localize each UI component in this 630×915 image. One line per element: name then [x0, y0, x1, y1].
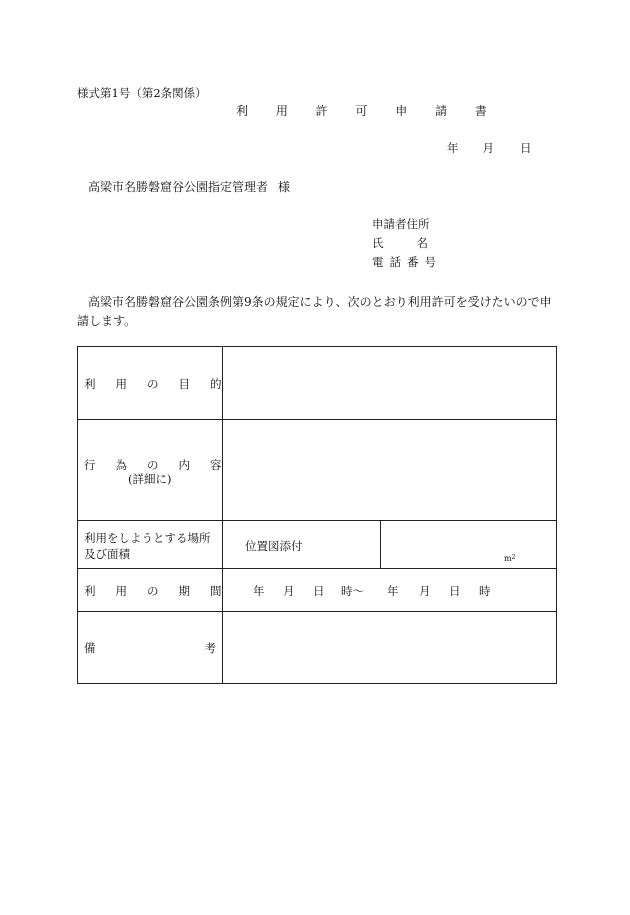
- period-from-month: 月: [283, 584, 295, 598]
- activity-field[interactable]: [228, 427, 548, 515]
- period-field[interactable]: [253, 583, 491, 599]
- table-row-divider: [78, 568, 556, 569]
- date-month-label: 月: [482, 141, 494, 155]
- period-to-hour: 時: [479, 584, 491, 598]
- place-label-line1: 利用をしようとする場所: [84, 531, 211, 545]
- table-row-divider: [78, 520, 556, 521]
- addressee: [88, 178, 290, 195]
- body-text: 高梁市名勝磐窟谷公園条例第9条の規定により、次のとおり利用許可を受けたいので申請します。: [77, 295, 552, 328]
- table-row-divider: [78, 611, 556, 612]
- date-day-label: 日: [520, 141, 532, 155]
- period-to-month: 月: [419, 584, 431, 598]
- period-from-day: 日: [313, 584, 325, 598]
- applicant-phone-label: 電話番号: [372, 255, 442, 269]
- place-attachment-note: 位置図添付: [245, 539, 303, 553]
- document-title: 利 用 許 可 申 請 書: [236, 104, 499, 118]
- purpose-label: 利用の目的: [84, 377, 242, 391]
- addressee-name: 高梁市名勝磐窟谷公園指定管理者: [88, 180, 269, 194]
- remarks-field[interactable]: [228, 617, 548, 677]
- place-label-line2: 及び面積: [84, 547, 130, 561]
- table-column-divider: [222, 347, 223, 683]
- form-number: 様式第1号（第2条関係）: [77, 86, 207, 100]
- table-row-divider: [78, 419, 556, 420]
- application-table: [77, 346, 557, 684]
- period-from-hour: 時～: [341, 584, 364, 598]
- area-field[interactable]: [386, 525, 496, 563]
- period-from-year: 年: [253, 584, 265, 598]
- period-to-day: 日: [449, 584, 461, 598]
- applicant-block: [372, 215, 461, 272]
- addressee-honorific: 様: [278, 180, 291, 194]
- period-to-year: 年: [387, 584, 399, 598]
- place-column-divider: [380, 520, 381, 568]
- date-line: [447, 140, 532, 156]
- period-label: 利用の期間: [84, 584, 242, 598]
- applicant-address-label: 申請者住所: [372, 217, 430, 231]
- activity-label: 行為の内容: [84, 458, 242, 472]
- remarks-label: 備 考: [84, 641, 216, 655]
- date-year-label: 年: [447, 141, 459, 155]
- purpose-field[interactable]: [228, 355, 548, 413]
- activity-sublabel: (詳細に): [128, 472, 172, 486]
- applicant-name-label: 氏名: [372, 236, 461, 250]
- area-unit: $m^2$: [504, 554, 516, 563]
